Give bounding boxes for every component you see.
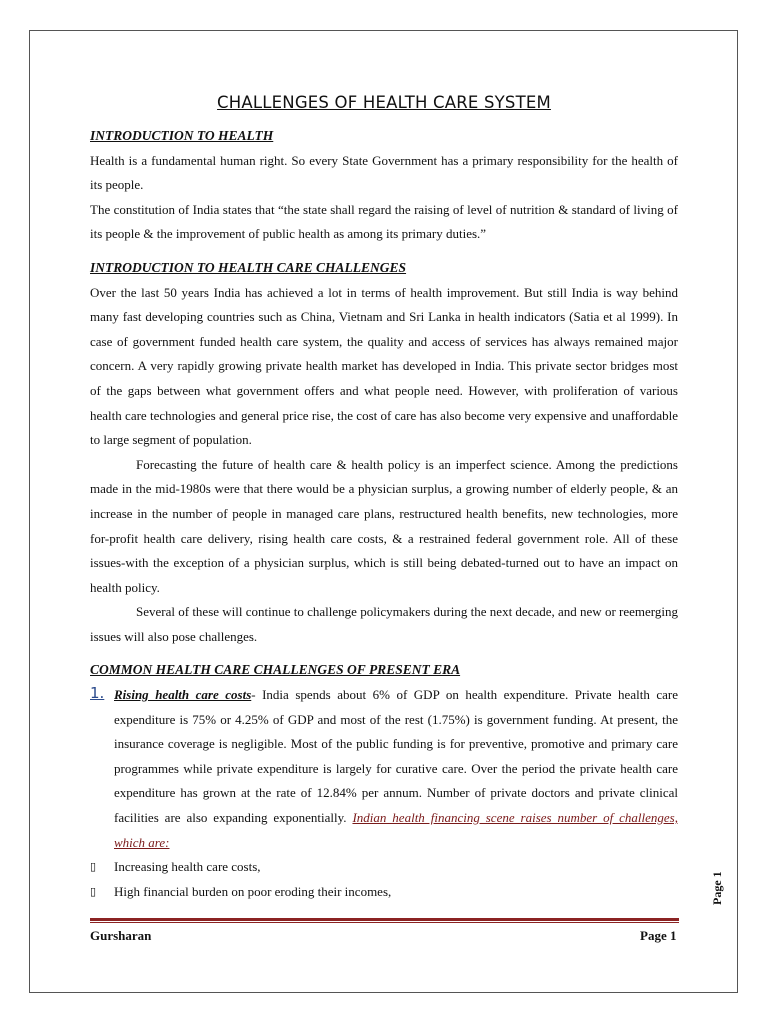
list-item-text: Increasing health care costs, <box>114 859 261 875</box>
paragraph: Health is a fundamental human right. So every State Government has a primary responsibility for the health of its people. <box>90 152 678 193</box>
document-body <box>90 90 678 904</box>
footer-author: Gursharan <box>90 928 152 943</box>
bullet-box-icon: ▯ <box>90 860 97 874</box>
bullet-box-icon: ▯ <box>90 884 97 898</box>
item-body: - India spends about 6% of GDP on health expenditure. Private health care expenditure is 75% or 4.25% of GDP and most of the rest (1.75%) is government funding. At present, the insurance coverage is negligible. Most of the public funding is for preventive, promotive and primary care programmes while private expenditure is largely for curative care. Over the period the private health care expenditure has grown at the rate of 12.84% per annum. Number of private doctors and private clinical facilities are also expanding exponentially. <box>114 687 678 826</box>
footer-page-number: Page 1 <box>640 928 677 943</box>
heading-introduction-to-health: INTRODUCTION TO HEALTH <box>90 128 274 143</box>
footer-rule <box>90 918 679 923</box>
paragraph: Forecasting the future of health care & health policy is an imperfect science. Among the predictions made in the mid-1980s were that there would be a physician surplus, a growing number of elderly people, & an increase in the number of people in managed care plans, restructured health benefits, new technologies, more for-profit health care delivery, rising health care costs, & a restrained federal government role. All of these issues-with the exception of a physician surplus, which is still being debated-turned out to have an impact on health policy. <box>90 456 678 595</box>
item-tail: Indian health financing scene raises number of challenges, which are: <box>114 810 678 850</box>
heading-present-era-challenges: COMMON HEALTH CARE CHALLENGES OF PRESENT ERA <box>90 662 461 678</box>
paragraph: Several of these will continue to challenge policymakers during the next decade, and new or reemerging issues will also pose challenges. <box>90 604 678 644</box>
item-lead: Rising health care costs <box>114 687 252 703</box>
heading-health-care-challenges: INTRODUCTION TO HEALTH CARE CHALLENGES <box>90 259 407 275</box>
list-item <box>90 855 678 880</box>
list-item <box>90 880 678 905</box>
side-page-label: Page 1 <box>710 871 724 905</box>
paragraph: The constitution of India states that “the state shall regard the raising of level of nutrition & standard of living of its people & the improvement of public health as among its primary duties.” <box>90 201 678 242</box>
item-number: 1. <box>90 684 105 703</box>
paragraph: Over the last 50 years India has achieved a lot in terms of health improvement. But still India is way behind many fast developing countries such as China, Vietnam and Sri Lanka in health indicators (Satia et al 1999). In case of government funded health care system, the quality and access of services has always remained major concern. A very rapidly growing private health market has developed in India. This private sector bridges most of the gaps between what government offers and what people need. However, with proliferation of various health care technologies and general price rise, the cost of care has also become very expensive and unaffordable to large segment of population. <box>90 284 678 448</box>
list-item-text: High financial burden on poor eroding their incomes, <box>114 883 392 899</box>
document-title: CHALLENGES OF HEALTH CARE SYSTEM <box>217 93 551 112</box>
numbered-item <box>90 683 678 855</box>
